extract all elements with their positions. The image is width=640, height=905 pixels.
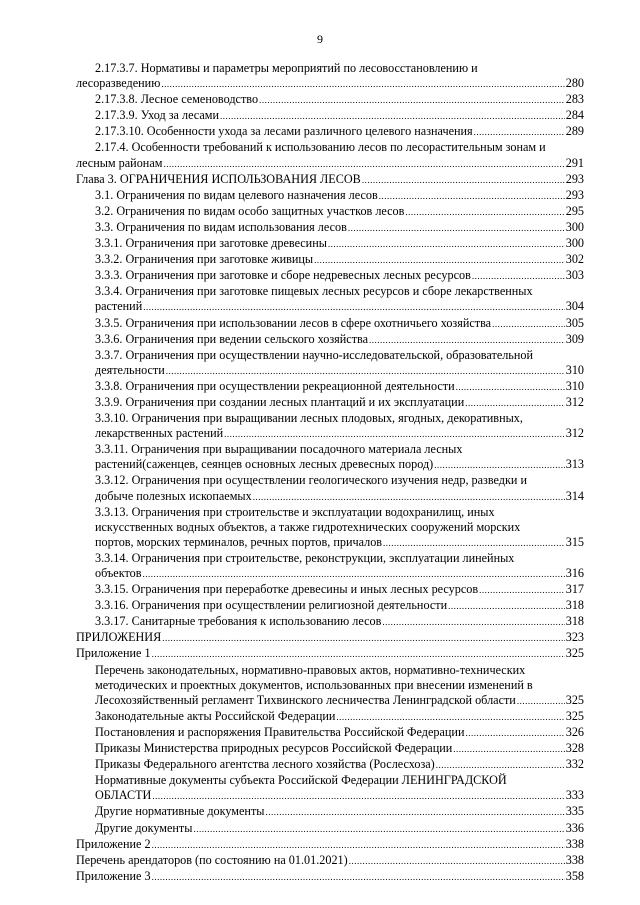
toc-entry[interactable] (76, 505, 584, 551)
toc-entry-page: 310 (565, 362, 584, 377)
toc-entry-title: 3.3.17. Санитарные требования к использованию лесов (95, 614, 382, 629)
toc-entry-page: 318 (565, 614, 584, 629)
toc-entry-page: 309 (565, 331, 584, 346)
toc-entry-title: добыче полезных ископаемых (95, 488, 252, 503)
toc-entry-page: 302 (565, 252, 584, 267)
toc-entry-line: 3.3.12. Ограничения при осуществлении геологического изучения недр, разведки и (95, 473, 527, 488)
toc-entry-title: портов, морских терминалов, речных портов, причалов (95, 534, 383, 549)
toc-entry-line: 3.3.4. Ограничения при заготовке пищевых лесных ресурсов и сборе лекарственных (95, 284, 533, 299)
toc-entry-page: 305 (565, 315, 584, 330)
dot-leader (382, 615, 564, 630)
toc-entry[interactable] (76, 741, 584, 757)
dot-leader (362, 173, 565, 188)
dot-leader (224, 427, 565, 442)
toc-entry-page: 338 (565, 836, 584, 851)
toc-entry[interactable] (76, 348, 584, 379)
toc-entry-page: 300 (565, 219, 584, 234)
toc-entry-title: растений (95, 299, 143, 314)
toc-entry[interactable] (76, 220, 584, 236)
toc-entry-page: 312 (565, 426, 584, 441)
dot-leader (265, 805, 564, 820)
toc-entry-title: объектов (95, 566, 142, 580)
dot-leader (259, 93, 565, 108)
dot-leader (474, 125, 565, 140)
toc-entry-title: Другие документы (95, 820, 193, 835)
toc-entry-page: 284 (565, 108, 584, 123)
dot-leader (349, 854, 565, 869)
toc-entry-page: 313 (565, 457, 584, 472)
toc-entry-line: искусственных водных объектов, а также гидротехнических сооружений морских (95, 519, 521, 534)
toc-entry-title: Постановления и распоряжения Правительства Российской Федерации (95, 724, 465, 739)
toc-entry[interactable] (76, 379, 584, 395)
dot-leader (152, 647, 565, 662)
toc-entry-page: 325 (565, 708, 584, 723)
toc-entry-page: 280 (565, 76, 584, 91)
toc-entry-title: 3.3.9. Ограничения при создании лесных плантаций и их эксплуатации (95, 394, 465, 409)
toc-entry-page: 325 (565, 692, 584, 707)
toc-entry-title: лекарственных растений (95, 426, 224, 441)
dot-leader (453, 742, 564, 757)
toc-entry[interactable] (76, 773, 584, 804)
toc-entry-title: Приложение 2 (76, 836, 151, 851)
toc-entry[interactable] (76, 869, 584, 885)
toc-entry-line: 2.17.4. Особенности требований к использованию лесов по лесорастительным зонам и (95, 140, 546, 155)
toc-entry-page: 304 (565, 299, 584, 314)
toc-entry-title: лесным районам (76, 155, 163, 170)
toc-entry-title: 3.3. Ограничения по видам использования лесов (95, 219, 347, 234)
toc-entry-title: деятельности (95, 362, 165, 377)
dot-leader (479, 583, 565, 598)
dot-leader (383, 536, 565, 551)
toc-entry[interactable] (76, 709, 584, 725)
toc-entry[interactable] (76, 630, 584, 646)
toc-entry[interactable] (76, 140, 584, 171)
toc-entry-page: 332 (565, 757, 584, 772)
toc-entry-title: 3.1. Ограничения по видам целевого назначения лесов (95, 187, 378, 202)
dot-leader (434, 458, 565, 473)
toc-entry-page: 283 (565, 92, 584, 107)
dot-leader (456, 380, 565, 395)
toc-entry-line: 2.17.3.7. Нормативы и параметры мероприятий по лесовосстановлению и (95, 61, 478, 75)
dot-leader (193, 822, 564, 837)
toc-entry-title: ОБЛАСТИ (95, 788, 152, 803)
toc-entry[interactable] (76, 646, 584, 662)
dot-leader (163, 157, 564, 172)
dot-leader (152, 789, 564, 804)
page-number: 9 (317, 32, 323, 46)
toc-entry-title: Приложение 3 (76, 868, 151, 883)
table-of-contents (76, 61, 584, 885)
toc-entry[interactable] (76, 92, 584, 108)
toc-entry-title: 3.3.6. Ограничения при ведении сельского хозяйства (95, 331, 369, 346)
dot-leader (314, 253, 565, 268)
toc-entry-title: лесоразведению (76, 76, 161, 91)
toc-entry-page: 325 (565, 646, 584, 661)
toc-entry[interactable] (76, 172, 584, 188)
toc-entry-page: 315 (565, 534, 584, 549)
toc-entry[interactable] (76, 61, 584, 92)
toc-entry-title: 3.3.3. Ограничения при заготовке и сборе недревесных лесных ресурсов (95, 268, 471, 283)
toc-entry-title: Другие нормативные документы (95, 804, 265, 819)
toc-entry-title: Приложение 1 (76, 646, 151, 661)
toc-entry-page: 303 (565, 268, 584, 283)
toc-entry[interactable] (76, 316, 584, 332)
toc-entry-title: 2.17.3.9. Уход за лесами (95, 108, 219, 123)
toc-entry-title: 3.3.15. Ограничения при переработке древесины и иных лесных ресурсов (95, 582, 479, 597)
toc-entry[interactable] (76, 442, 584, 473)
toc-entry[interactable] (76, 204, 584, 220)
toc-entry[interactable] (76, 821, 584, 837)
dot-leader (379, 189, 565, 204)
toc-entry[interactable] (76, 252, 584, 268)
dot-leader (253, 490, 565, 505)
toc-entry[interactable] (76, 332, 584, 348)
dot-leader (143, 300, 565, 315)
dot-leader (152, 870, 565, 885)
toc-entry-line: Нормативные документы субъекта Российской Федерации ЛЕНИНГРАДСКОЙ (95, 773, 507, 788)
dot-leader (405, 205, 564, 220)
toc-entry[interactable] (76, 725, 584, 741)
toc-entry-page: 316 (565, 566, 584, 580)
dot-leader (348, 221, 565, 236)
toc-entry-line: 3.3.7. Ограничения при осуществлении научно-исследовательской, образовательной (95, 347, 534, 362)
toc-entry-title: 3.3.1. Ограничения при заготовке древесины (95, 236, 327, 251)
toc-entry[interactable] (76, 837, 584, 853)
toc-entry[interactable] (76, 236, 584, 252)
toc-entry-page: 326 (565, 724, 584, 739)
toc-entry-page: 291 (565, 155, 584, 170)
toc-entry-page: 314 (565, 488, 584, 503)
dot-leader (472, 269, 565, 284)
toc-entry[interactable] (76, 124, 584, 140)
toc-entry-page: 295 (565, 203, 584, 218)
toc-entry-page: 333 (565, 788, 584, 803)
toc-entry-title: Законодательные акты Российской Федерации (95, 708, 336, 723)
toc-entry-page: 336 (565, 820, 584, 835)
toc-entry-title: 3.2. Ограничения по видам особо защитных участков лесов (95, 203, 405, 218)
dot-leader (220, 109, 565, 124)
dot-leader (465, 396, 564, 411)
dot-leader (161, 77, 564, 92)
toc-entry-page: 300 (565, 236, 584, 251)
toc-entry-page: 328 (565, 741, 584, 756)
toc-entry-title: 3.3.5. Ограничения при использовании лесов в сфере охотничьего хозяйства (95, 315, 492, 330)
toc-entry-page: 293 (565, 187, 584, 202)
toc-entry-line: 3.3.13. Ограничения при строительстве и эксплуатации водохранилищ, иных (95, 504, 495, 519)
dot-leader (369, 333, 565, 348)
toc-entry-title: Глава 3. ОГРАНИЧЕНИЯ ИСПОЛЬЗОВАНИЯ ЛЕСОВ (76, 171, 361, 186)
dot-leader (517, 694, 565, 709)
toc-entry-title: Лесохозяйственный регламент Тихвинского лесничества Ленинградской области (95, 692, 516, 707)
toc-entry[interactable] (76, 108, 584, 124)
toc-entry-page: 293 (565, 171, 584, 186)
toc-entry[interactable] (76, 395, 584, 411)
toc-entry-line: 3.3.11. Ограничения при выращивании посадочного материала лесных (95, 442, 463, 457)
toc-entry-title: Приказы Министерства природных ресурсов Российской Федерации (95, 741, 453, 756)
dot-leader (465, 726, 564, 741)
toc-entry[interactable] (76, 551, 584, 582)
toc-entry-title: Перечень арендаторов (по состоянию на 01.01.2021) (76, 852, 348, 867)
toc-entry-page: 310 (565, 378, 584, 393)
dot-leader (328, 237, 565, 252)
toc-entry-page: 338 (565, 852, 584, 867)
toc-entry[interactable] (76, 757, 584, 773)
toc-entry-page: 323 (565, 630, 584, 645)
toc-entry-title: Приказы Федерального агентства лесного хозяйства (Рослесхоза) (95, 757, 435, 772)
toc-entry-title: 3.3.2. Ограничения при заготовке живицы (95, 252, 314, 267)
toc-entry-page: 318 (565, 598, 584, 613)
toc-entry-line: Перечень законодательных, нормативно-правовых актов, нормативно-технических (95, 662, 526, 677)
toc-entry[interactable] (76, 598, 584, 614)
toc-entry[interactable] (76, 284, 584, 315)
dot-leader (436, 758, 565, 773)
toc-entry[interactable] (76, 582, 584, 598)
toc-entry-title: 2.17.3.8. Лесное семеноводство (95, 92, 259, 107)
dot-leader (336, 710, 564, 725)
toc-entry-title: 2.17.3.10. Особенности ухода за лесами различного целевого назначения (95, 124, 473, 139)
toc-entry[interactable] (76, 473, 584, 504)
toc-entry-title: растений(саженцев, сеянцев основных лесных древесных пород) (95, 457, 434, 472)
toc-entry[interactable] (76, 188, 584, 204)
toc-entry-title: ПРИЛОЖЕНИЯ (76, 630, 162, 645)
toc-entry-title: 3.3.8. Ограничения при осуществлении рекреационной деятельности (95, 378, 455, 393)
toc-entry[interactable] (76, 614, 584, 630)
toc-entry[interactable] (76, 411, 584, 442)
toc-entry-page: 312 (565, 394, 584, 409)
dot-leader (162, 631, 564, 646)
toc-entry[interactable] (76, 853, 584, 869)
dot-leader (142, 567, 564, 582)
toc-entry[interactable] (76, 268, 584, 284)
toc-entry[interactable] (76, 663, 584, 709)
dot-leader (448, 599, 565, 614)
toc-entry[interactable] (76, 804, 584, 820)
dot-leader (166, 364, 565, 379)
toc-entry-line: 3.3.14. Ограничения при строительстве, реконструкции, эксплуатации линейных (95, 550, 515, 565)
toc-entry-page: 289 (565, 124, 584, 139)
dot-leader (492, 317, 565, 332)
toc-entry-title: 3.3.16. Ограничения при осуществлении религиозной деятельности (95, 598, 448, 613)
dot-leader (152, 838, 565, 853)
toc-entry-page: 317 (565, 582, 584, 597)
toc-entry-page: 358 (565, 868, 584, 883)
toc-entry-line: 3.3.10. Ограничения при выращивании лесных плодовых, ягодных, декоративных, (95, 411, 523, 426)
toc-entry-page: 335 (565, 804, 584, 819)
toc-entry-line: методических и проектных документов, использованных при внесении изменений в (95, 677, 533, 692)
